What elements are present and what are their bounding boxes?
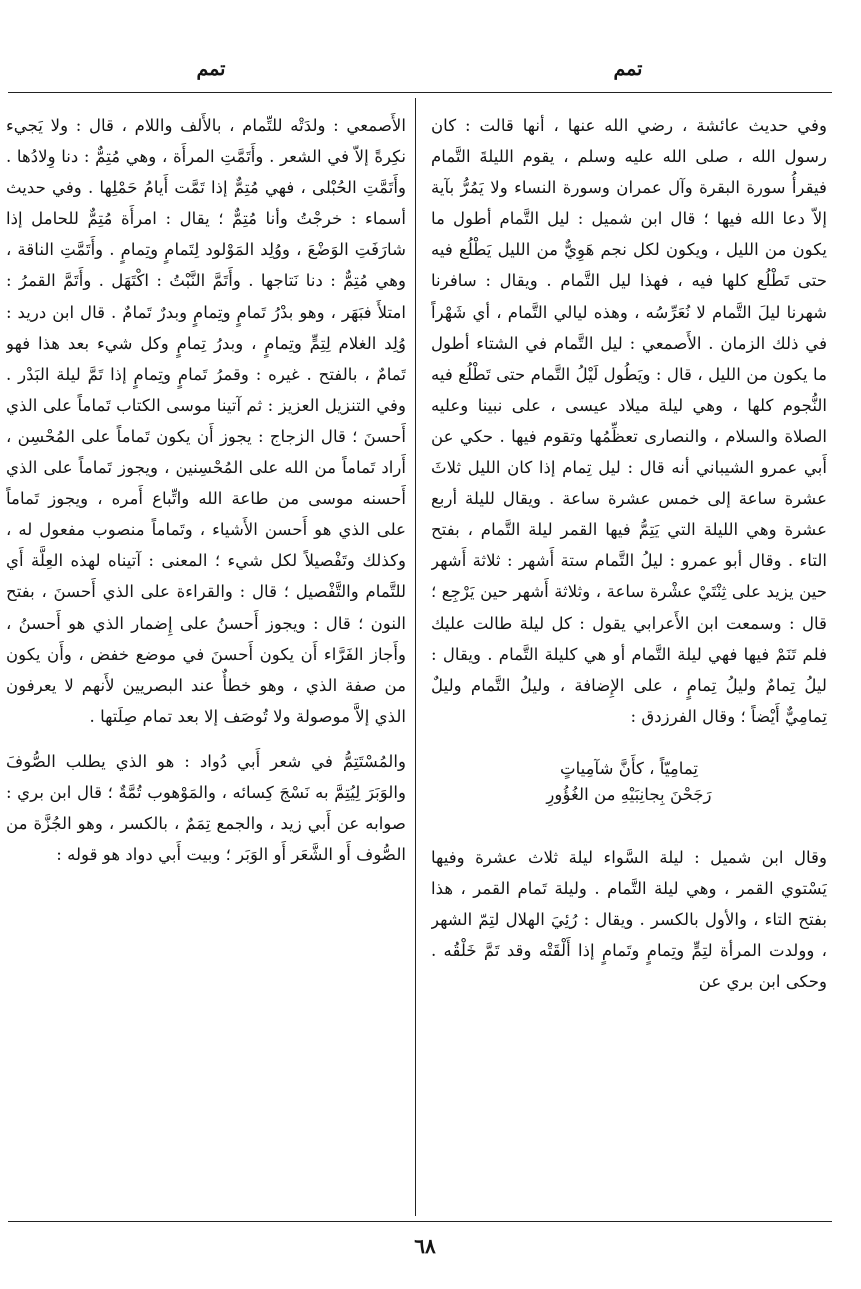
verse-line: تِمامِيّاً ، كأَنَّ شآمِياتٍ bbox=[559, 758, 699, 778]
left-column bbox=[6, 110, 406, 1215]
entry-paragraph: الأَصمعي : ولدَتْه للتِّمام ، بالأَلف واللام ، قال : ولا يَجيء نكِرةً إلاّ في الشعر . وأَتَمَّتِ المرأَة ، وهي مُتِمٌّ : دنا وِلادُها . وأَتَمَّتِ الحُبْلى ، فهي مُتِمٌّ إذا تَمَّت أَيامُ حَمْلِها . وفي حديث أسماء : خرجْتُ وأنا مُتِمٌّ ؛ يقال : امرأَة مُتِمٌّ للحامل إذا شارَفَتِ الوَضْعَ ، ووُلِد المَوْلود لِتَمامٍ وتِمامٍ . وأَتَمَّتِ الناقة ، وهي مُتِمٌّ : دنا نَتاجها . وأَتَمَّ النَّبْتُ : اكْتَهَل . وأَتَمَّ القمرُ : امتلأَ فبَهَر ، وهو بدْرُ تَمامٍ وتِمامٍ وبدرٌ تَمامٌ . قال ابن دريد : وُلِد الغلام لِتِمٍّ وتِمامٍ ، وبدرُ تِمامٍ وكل شيء بعد هذا فهو تَمامٌ ، بالفتح . غيره : وقمرُ تَمامٍ وتِمامٍ إذا تَمَّ ليلة البَدْر . وفي التنزيل العزيز : ثم آتينا موسى الكتاب تَماماً على الذي أَحسنَ ؛ قال الزجاج : يجوز أَن يكون تَماماً على المُحْسِن ، أَراد تَماماً من الله على المُحْسِنين ، ويجوز تَماماً على الذي أَحسنه موسى من طاعة الله واتِّباع أَمره ، ويجوز تَماماً على الذي هو أَحسن الأَشياء ، وتَماماً منصوب مفعول له ، وكذلك وتَفْصيلاً لكل شيء ؛ المعنى : آتيناه لهذه العِلَّة أَي للتَّمام والتَّفْصيل ؛ قال : والقراءة على الذي أَحسنَ ، بفتح النون ؛ قال : ويجوز أَحسنُ على إِضمار الذي هو أَحسنُ ، وأَجاز الفَرَّاء أَن يكون أَحسنَ في موضع خفض ، وأَن يكون من صفة الذي ، وهو خطأٌ عند البصريين لأَنهم لا يعرفون الذي إلاَّ موصولة ولا تُوصَف إلا بعد تمام صِلَتها . bbox=[6, 116, 406, 726]
right-column bbox=[431, 110, 827, 1215]
entry-paragraph: وفي حديث عائشة ، رضي الله عنها ، أنها قالت : كان رسول الله ، صلى الله عليه وسلم ، يقوم الليلةَ التَّمام فيقرأُ سورة البقرة وآل عمران وسورة النساء ولا يَمُرُّ بآية إلاّ دعا الله فيها ؛ قال ابن شميل : ليل التَّمام أطول ما يكون من الليل ، ويكون لكل نجم هَوِيٌّ من الليل يَطْلُع فيه حتى تَطْلُع كلها فيه ، فهذا ليل التَّمام . ويقال : سافرنا شهرنا ليلَ التَّمام لا نُعَرِّسُه ، وهذه ليالي التَّمام ، أي شَهْراً في ذلك الزمان . الأَصمعي : ليل التَّمام في الشتاء أطول ما يكون من الليل ، قال : ويَطُول لَيْلُ التَّمام حتى تَطْلُع فيه النُّجوم كلها ، وهي ليلة ميلاد عيسى ، على نبينا وعليه الصلاة والسلام ، والنصارى تعظِّمُها وتقوم فيها . حكي عن أَبي عمرو الشيباني أنه قال : ليل تِمام إذا كان الليل ثلاثَ عشرة ساعة إلى خمس عشرة ساعة . ويقال لليلة أربع عشرة وهي الليلة التي يَتِمُّ فيها القمر ليلة التَّمام ، بفتح التاء . وقال أبو عمرو : ليلُ التَّمام ستة أَشهر : ثلاثة أَشهر حين يزيد على ثِنْتَيْ عشْرة ساعة ، وثلاثة أَشهر حين يَرْجِع ؛ قال : وسمعت ابن الأَعرابي يقول : كل ليلة طالت عليك فلم تَنَمْ فيها فهي ليلة التَّمام أو هي كليلة التَّمام . ويقال : ليلُ تِمامٌ وليلُ تِمامٍ ، على الإِضافة ، وليلُ التَّمام وليلٌ تِمامِيٌّ أَيْضاً ؛ وقال الفرزدق : bbox=[431, 116, 827, 726]
verse-line: رَجَحْنَ بِجانِبَيْهِ من الغُؤُورِ bbox=[546, 784, 712, 804]
bottom-rule bbox=[8, 1221, 832, 1222]
column-divider bbox=[415, 98, 416, 1216]
poetry-verse bbox=[431, 756, 827, 808]
top-rule bbox=[8, 92, 832, 93]
page-number: ٦٨ bbox=[414, 1234, 436, 1258]
running-head-right: تمم bbox=[613, 58, 643, 80]
running-head-left: تمم bbox=[196, 58, 226, 80]
entry-paragraph: وقال ابن شميل : ليلة السَّواء ليلة ثلاث عشرة وفيها يَسْتوي القمر ، وهي ليلة التَّمام . وليلة تَمام القمر ، هذا بفتح التاء ، والأول بالكسر . ويقال : رُئِيَ الهلال لتِمّ الشهر ، وولدت المرأة لتِمٍّ وتِمامٍ وتَمامٍ إذا أَلْقَتْه وقد تَمَّ خَلْقُه . وحكى ابن بري عن bbox=[431, 847, 827, 992]
entry-paragraph: والمُسْتَتِمُّ في شعر أَبي دُواد : هو الذي يطلب الصُّوفَ والوَبَرَ لِيُتِمَّ به نَسْجَ كِسائه ، والمَوْهوب تُمَّةٌ ؛ قال ابن بري : صوابه عن أَبي زيد ، والجمع تِمَمٌ ، بالكسر ، وهو الجُزَّة من الصُّوف أَو الشَّعَر أَو الوَبَر ؛ وبيت أَبي دواد هو قوله : bbox=[6, 751, 406, 865]
